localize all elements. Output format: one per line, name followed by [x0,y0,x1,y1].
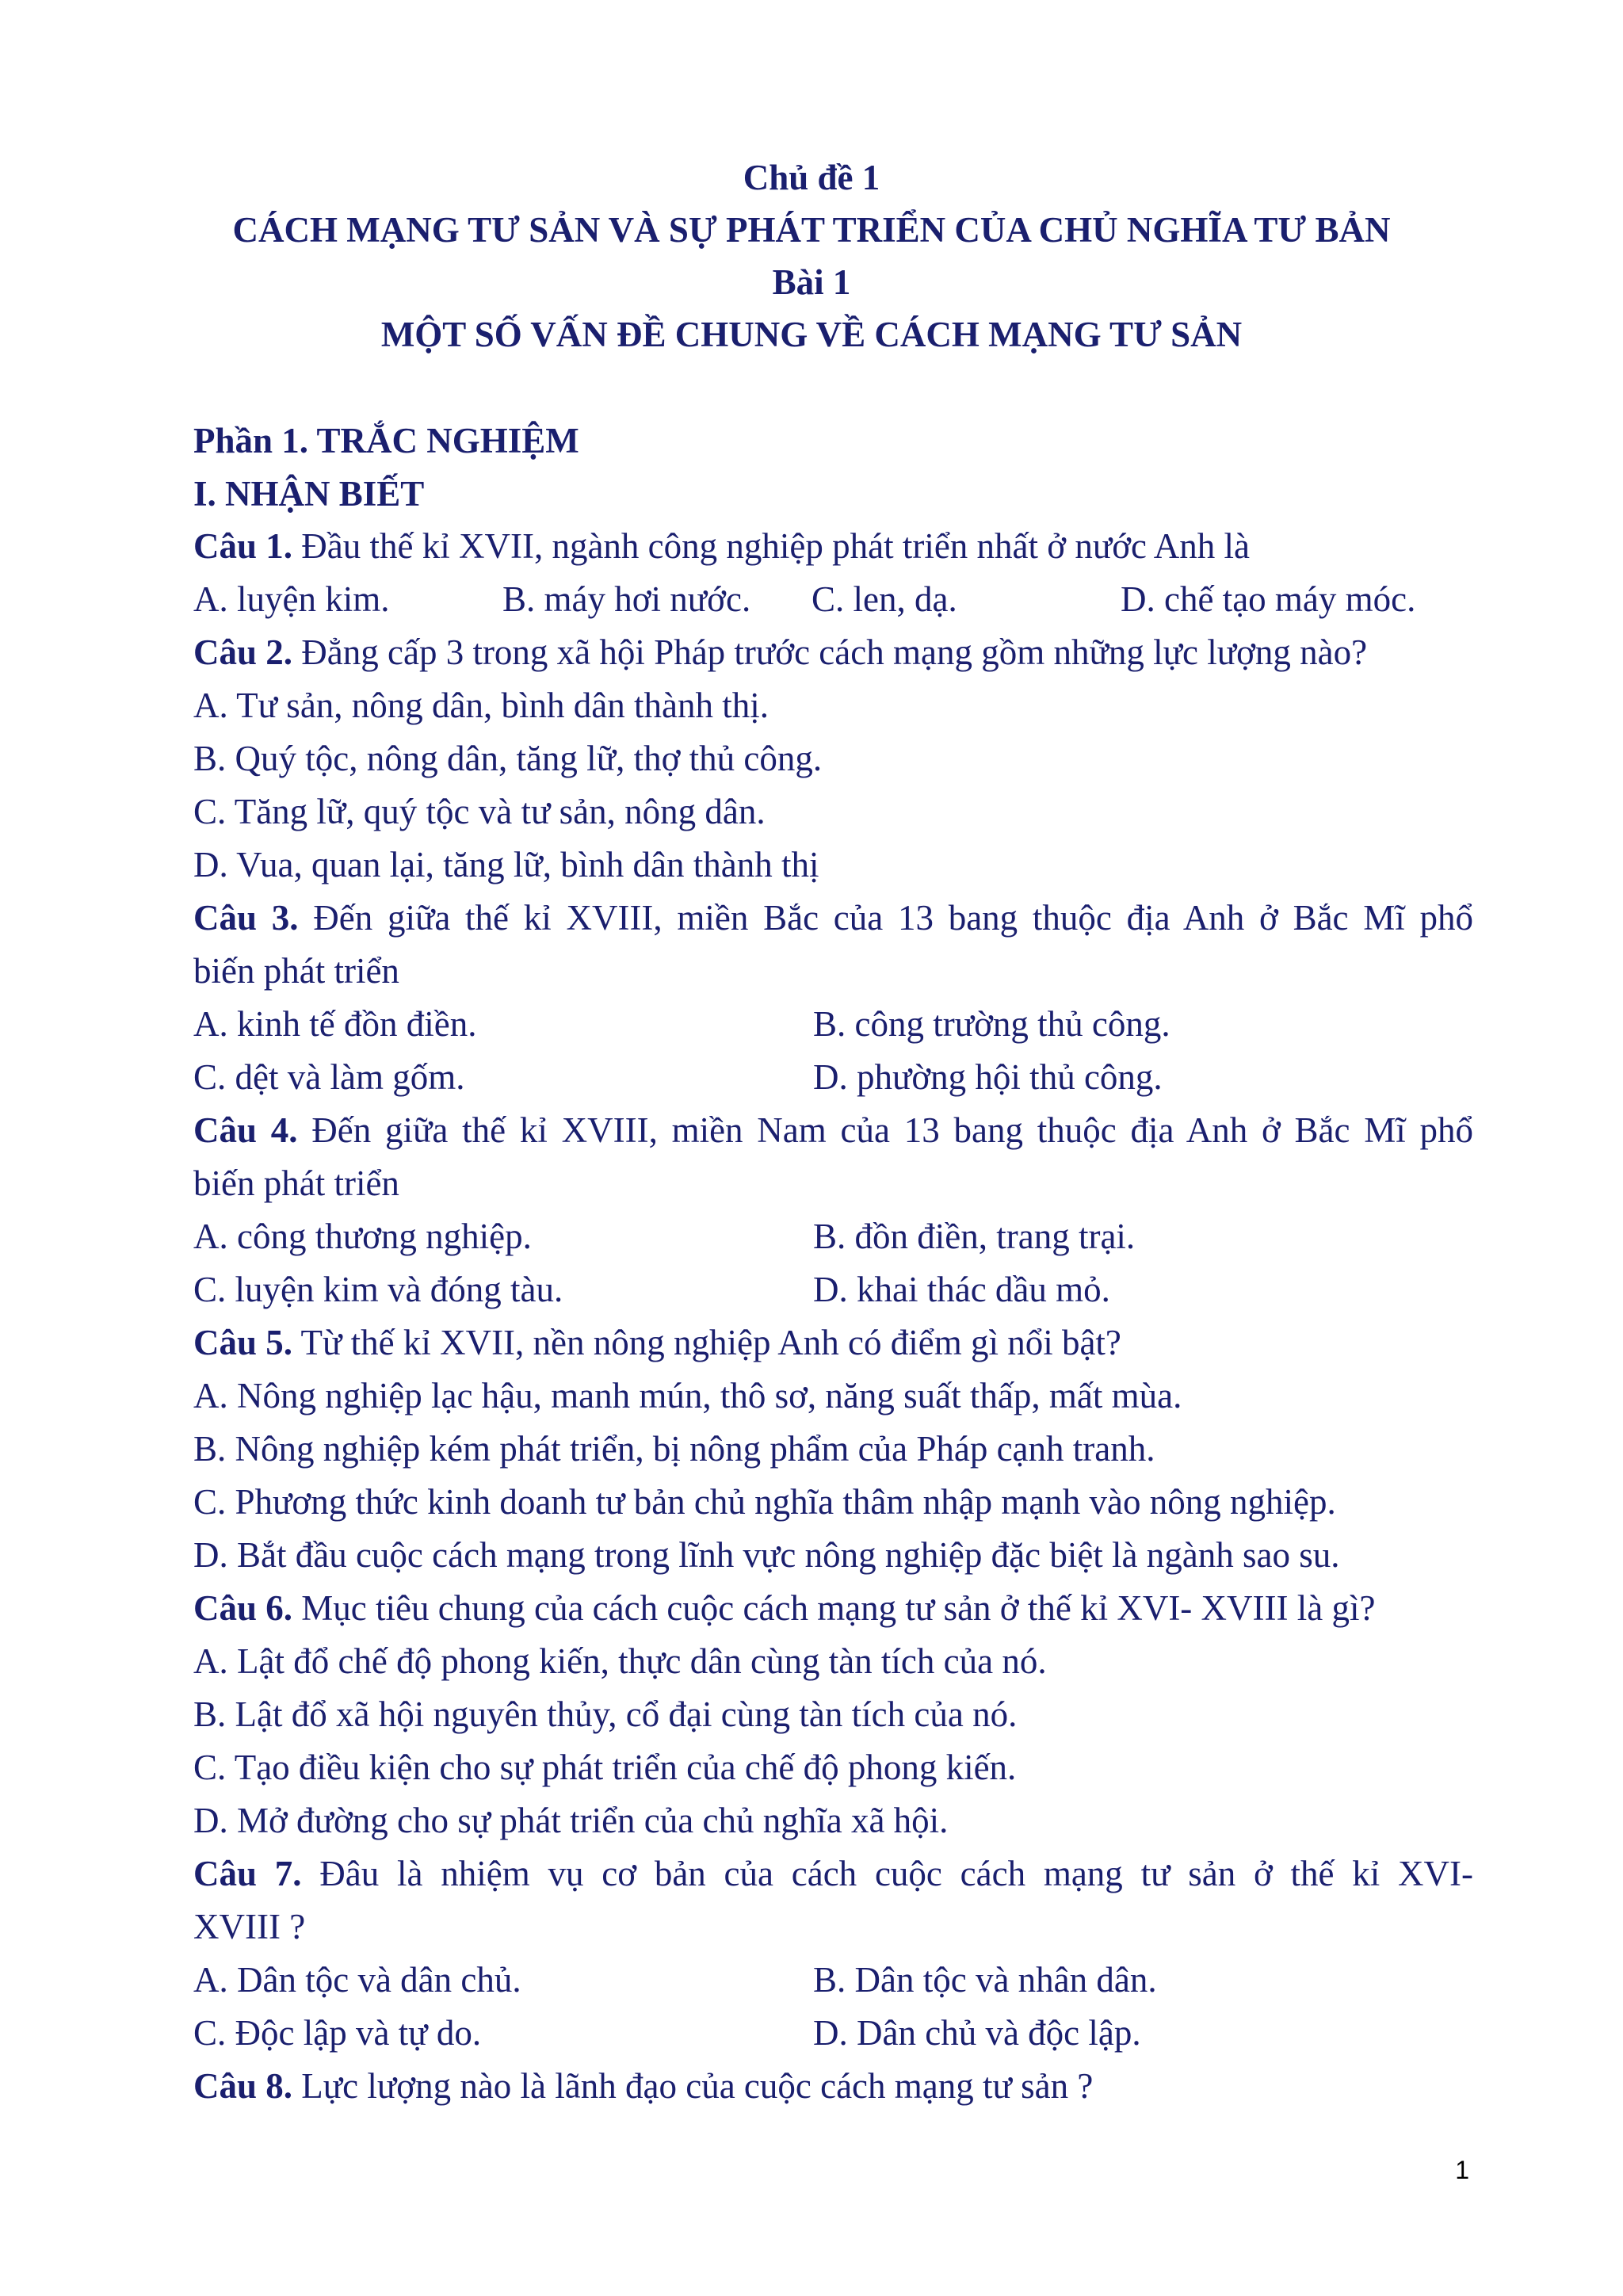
part-title: Phần 1. TRẮC NGHIỆM [193,421,579,460]
option-c: C. Phương thức kinh doanh tư bản chủ nghĩa thâm nhập mạnh vào nông nghiệp. [193,1482,1336,1522]
question-text: Mục tiêu chung của cách cuộc cách mạng tư sản ở thế kỉ XVI- XVIII là gì? [292,1588,1376,1628]
option-a: A. kinh tế đồn điền. [193,1004,477,1044]
lesson-title: MỘT SỐ VẤN ĐỀ CHUNG VỀ CÁCH MẠNG TƯ SẢN [380,315,1243,354]
question-8 [193,2064,1093,2108]
option-d: D. chế tạo máy móc. [1121,579,1416,619]
option-a: A. luyện kim. [193,579,390,619]
option-a: A. Dân tộc và dân chủ. [193,1960,521,2000]
option-b: B. máy hơi nước. [502,579,751,619]
option-b: B. đồn điền, trang trại. [813,1217,1136,1256]
option-c: C. Độc lập và tự do. [193,2013,482,2053]
question-label: Câu 7. [193,1854,302,1893]
option-d: D. phường hội thủ công. [813,1057,1163,1097]
question-label: Câu 5. [193,1323,293,1362]
option-a: A. công thương nghiệp. [193,1217,532,1256]
question-3 [193,896,1473,940]
question-3-continued: biến phát triển [193,951,399,991]
question-1 [193,524,1250,568]
option-d: D. Bắt đầu cuộc cách mạng trong lĩnh vực nông nghiệp đặc biệt là ngành sao su. [193,1535,1340,1575]
option-a: A. Tư sản, nông dân, bình dân thành thị. [193,686,769,725]
lesson-heading: Bài 1 [772,262,851,302]
question-7-continued: XVIII ? [193,1907,306,1946]
question-label: Câu 8. [193,2066,293,2106]
level-title: I. NHẬN BIẾT [193,474,425,514]
question-label: Câu 4. [193,1110,298,1150]
option-c: C. Tạo điều kiện cho sự phát triển của chế độ phong kiến. [193,1748,1017,1787]
option-c: C. dệt và làm gốm. [193,1057,465,1097]
option-d: D. Vua, quan lại, tăng lữ, bình dân thành thị [193,845,819,884]
question-label: Câu 6. [193,1588,293,1628]
option-a: A. Nông nghiệp lạc hậu, manh mún, thô sơ, năng suất thấp, mất mùa. [193,1376,1182,1415]
question-text: Từ thế kỉ XVII, nền nông nghiệp Anh có điểm gì nổi bật? [292,1323,1121,1362]
question-label: Câu 1. [193,526,293,566]
option-b: B. Dân tộc và nhân dân. [813,1960,1157,2000]
question-text: Lực lượng nào là lãnh đạo của cuộc cách mạng tư sản ? [292,2066,1094,2106]
question-label: Câu 2. [193,632,293,672]
question-2 [193,630,1367,674]
question-text: Đẳng cấp 3 trong xã hội Pháp trước cách mạng gồm những lực lượng nào? [292,632,1368,672]
option-c: C. Tăng lữ, quý tộc và tư sản, nông dân. [193,792,766,831]
question-text: Đầu thế kỉ XVII, ngành công nghiệp phát triển nhất ở nước Anh là [292,526,1250,566]
topic-title: CÁCH MẠNG TƯ SẢN VÀ SỰ PHÁT TRIỂN CỦA CHỦ NGHĨA TƯ BẢN [232,210,1391,250]
question-7 [193,1851,1473,1896]
option-b: B. Quý tộc, nông dân, tăng lữ, thợ thủ công. [193,739,823,778]
option-c: C. len, dạ. [812,579,957,619]
option-d: D. Mở đường cho sự phát triển của chủ nghĩa xã hội. [193,1801,949,1840]
page-number: 1 [1455,2156,1469,2184]
question-6 [193,1586,1375,1630]
option-d: D. khai thác dầu mỏ. [813,1270,1110,1309]
question-4-continued: biến phát triển [193,1163,399,1203]
option-b: B. Nông nghiệp kém phát triển, bị nông phẩm của Pháp cạnh tranh. [193,1429,1155,1469]
topic-heading: Chủ đề 1 [743,158,880,197]
option-c: C. luyện kim và đóng tàu. [193,1270,563,1309]
question-text: Đến giữa thế kỉ XVIII, miền Nam của 13 bang thuộc địa Anh ở Bắc Mĩ phổ [297,1110,1473,1150]
option-d: D. Dân chủ và độc lập. [813,2013,1141,2053]
question-5 [193,1320,1121,1365]
question-text: Đến giữa thế kỉ XVIII, miền Bắc của 13 bang thuộc địa Anh ở Bắc Mĩ phổ [298,898,1473,938]
option-a: A. Lật đổ chế độ phong kiến, thực dân cùng tàn tích của nó. [193,1641,1047,1681]
question-4 [193,1108,1473,1152]
question-label: Câu 3. [193,898,299,938]
question-text: Đâu là nhiệm vụ cơ bản của cách cuộc cách mạng tư sản ở thế kỉ XVI- [301,1854,1473,1893]
option-b: B. Lật đổ xã hội nguyên thủy, cổ đại cùng tàn tích của nó. [193,1694,1018,1734]
option-b: B. công trường thủ công. [813,1004,1170,1044]
